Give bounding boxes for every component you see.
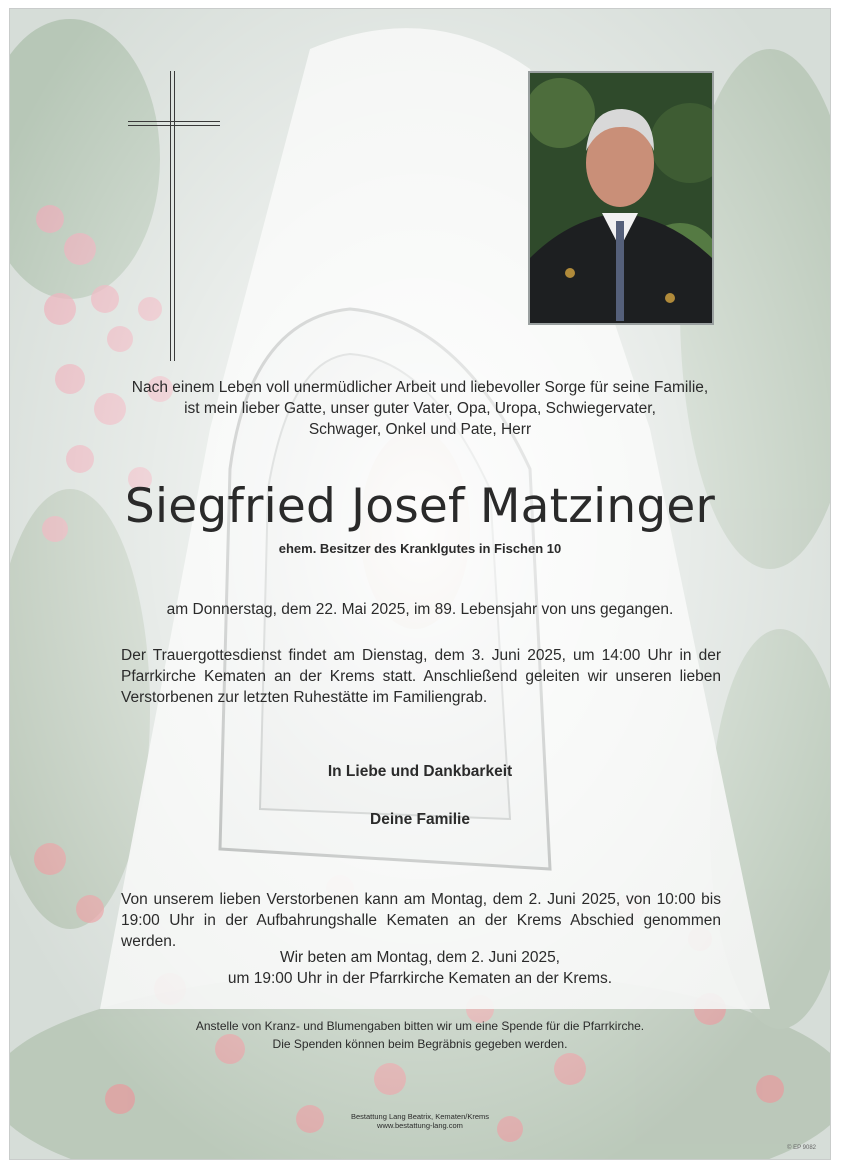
intro-line-2: ist mein lieber Gatte, unser guter Vater, Opa, Uropa, Schwiegervater, xyxy=(184,400,656,417)
portrait-photo xyxy=(528,71,714,325)
closing-family: Deine Familie xyxy=(370,811,470,828)
viewing-text: Von unserem lieben Verstorbenen kann am Montag, dem 2. Juni 2025, von 10:00 bis 19:00 Uhr in der Aufbahrungshalle Kematen an der Krems Abschied genommen werden. xyxy=(121,891,721,950)
cross-symbol xyxy=(128,71,220,361)
closing-love: In Liebe und Dankbarkeit xyxy=(327,763,513,780)
obituary-card xyxy=(9,8,831,1160)
footer-company: Bestattung Lang Beatrix, Kematen/Krems xyxy=(351,1112,489,1121)
prayer-line-2: um 19:00 Uhr in der Pfarrkirche Kematen an der Krems. xyxy=(227,970,613,987)
print-code: © EP 9082 xyxy=(787,1145,816,1151)
deceased-subtitle: ehem. Besitzer des Kranklgutes in Fischen 10 xyxy=(278,541,562,556)
donation-line-1: Anstelle von Kranz- und Blumengaben bitten wir um eine Spende für die Pfarrkirche. xyxy=(195,1019,645,1033)
intro-line-3: Schwager, Onkel und Pate, Herr xyxy=(308,421,532,438)
deceased-name: Siegfried Josef Matzinger xyxy=(124,479,716,534)
death-notice: am Donnerstag, dem 22. Mai 2025, im 89. Lebensjahr von uns gegangen. xyxy=(166,601,674,618)
donation-text xyxy=(10,1017,830,1053)
donation-line-2: Die Spenden können beim Begräbnis gegeben werden. xyxy=(272,1037,568,1051)
intro-line-1: Nach einem Leben voll unermüdlicher Arbeit und liebevoller Sorge für seine Familie, xyxy=(131,379,709,396)
prayer-line-1: Wir beten am Montag, dem 2. Juni 2025, xyxy=(279,949,560,966)
funeral-service-text: Der Trauergottesdienst findet am Dienstag, dem 3. Juni 2025, um 14:00 Uhr in der Pfarrkirche Kematen an der Krems statt. Anschließend geleiten wir unseren lieben Verstorbenen zur letzten Ruhestätte im Familiengrab. xyxy=(121,647,721,706)
prayer-text xyxy=(10,947,830,989)
funeral-home-footer xyxy=(10,1112,830,1130)
intro-text xyxy=(10,377,830,440)
footer-website[interactable]: www.bestattung-lang.com xyxy=(377,1121,463,1130)
